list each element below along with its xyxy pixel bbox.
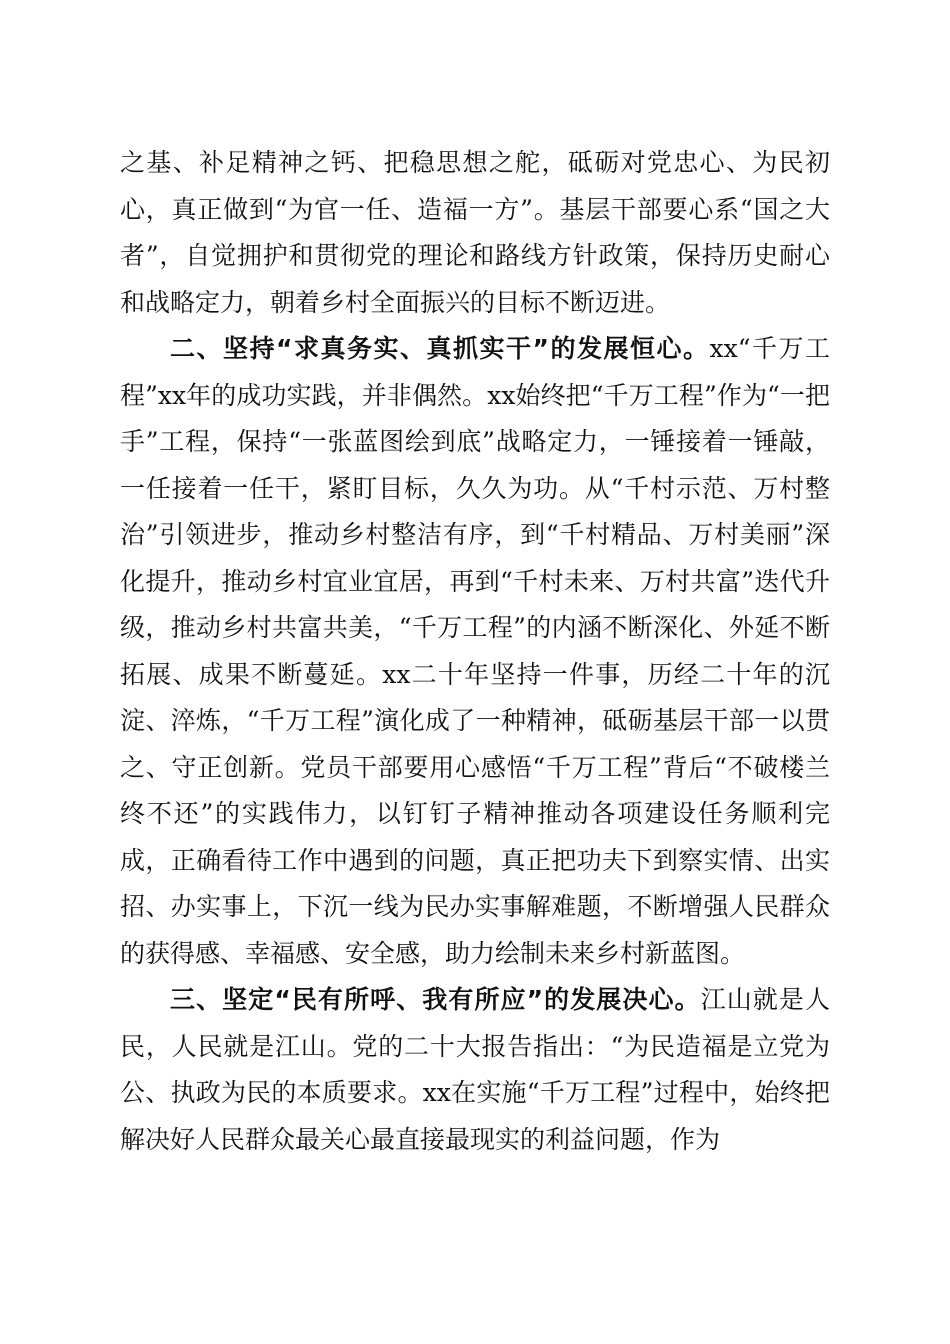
paragraph-body: 江山就是人民，人民就是江山。党的二十大报告指出：“为民造福是立党为公、执政为民的本质要求。xx在实施“千万工程”过程中，始终把解决好人民群众最关心最直接最现实的利益问题，作为 — [120, 985, 830, 1154]
section-heading-three: 三、坚定“民有所呼、我有所应”的发展决心。 — [170, 985, 701, 1014]
section-heading-two: 二、坚持“求真务实、真抓实干”的发展恒心。 — [170, 334, 710, 363]
paragraph-body: 之基、补足精神之钙、把稳思想之舵，砥砺对党忠心、为民初心，真正做到“为官一任、造福一方”。基层干部要心系“国之大者”，自觉拥护和贯彻党的理论和路线方针政策，保持历史耐心和战略定力，朝着乡村全面振兴的目标不断迈进。 — [120, 148, 830, 317]
paragraph-section-two — [120, 326, 830, 977]
paragraph-continuation — [120, 140, 830, 326]
document-body — [120, 140, 830, 1163]
paragraph-section-three — [120, 977, 830, 1163]
paragraph-body: xx“千万工程”xx年的成功实践，并非偶然。xx始终把“千万工程”作为“一把手”工程，保持“一张蓝图绘到底”战略定力，一锤接着一锤敲，一任接着一任干，紧盯目标，久久为功。从“千村示范、万村整治”引领进步，推动乡村整洁有序，到“千村精品、万村美丽”深化提升，推动乡村宜业宜居，再到“千村未来、万村共富”迭代升级，推动乡村共富共美，“千万工程”的内涵不断深化、外延不断拓展、成果不断蔓延。xx二十年坚持一件事，历经二十年的沉淀、淬炼，“千万工程”演化成了一种精神，砥砺基层干部一以贯之、守正创新。党员干部要用心感悟“千万工程”背后“不破楼兰终不还”的实践伟力，以钉钉子精神推动各项建设任务顺利完成，正确看待工作中遇到的问题，真正把功夫下到察实情、出实招、办实事上，下沉一线为民办实事解难题，不断增强人民群众的获得感、幸福感、安全感，助力绘制未来乡村新蓝图。 — [120, 334, 830, 968]
